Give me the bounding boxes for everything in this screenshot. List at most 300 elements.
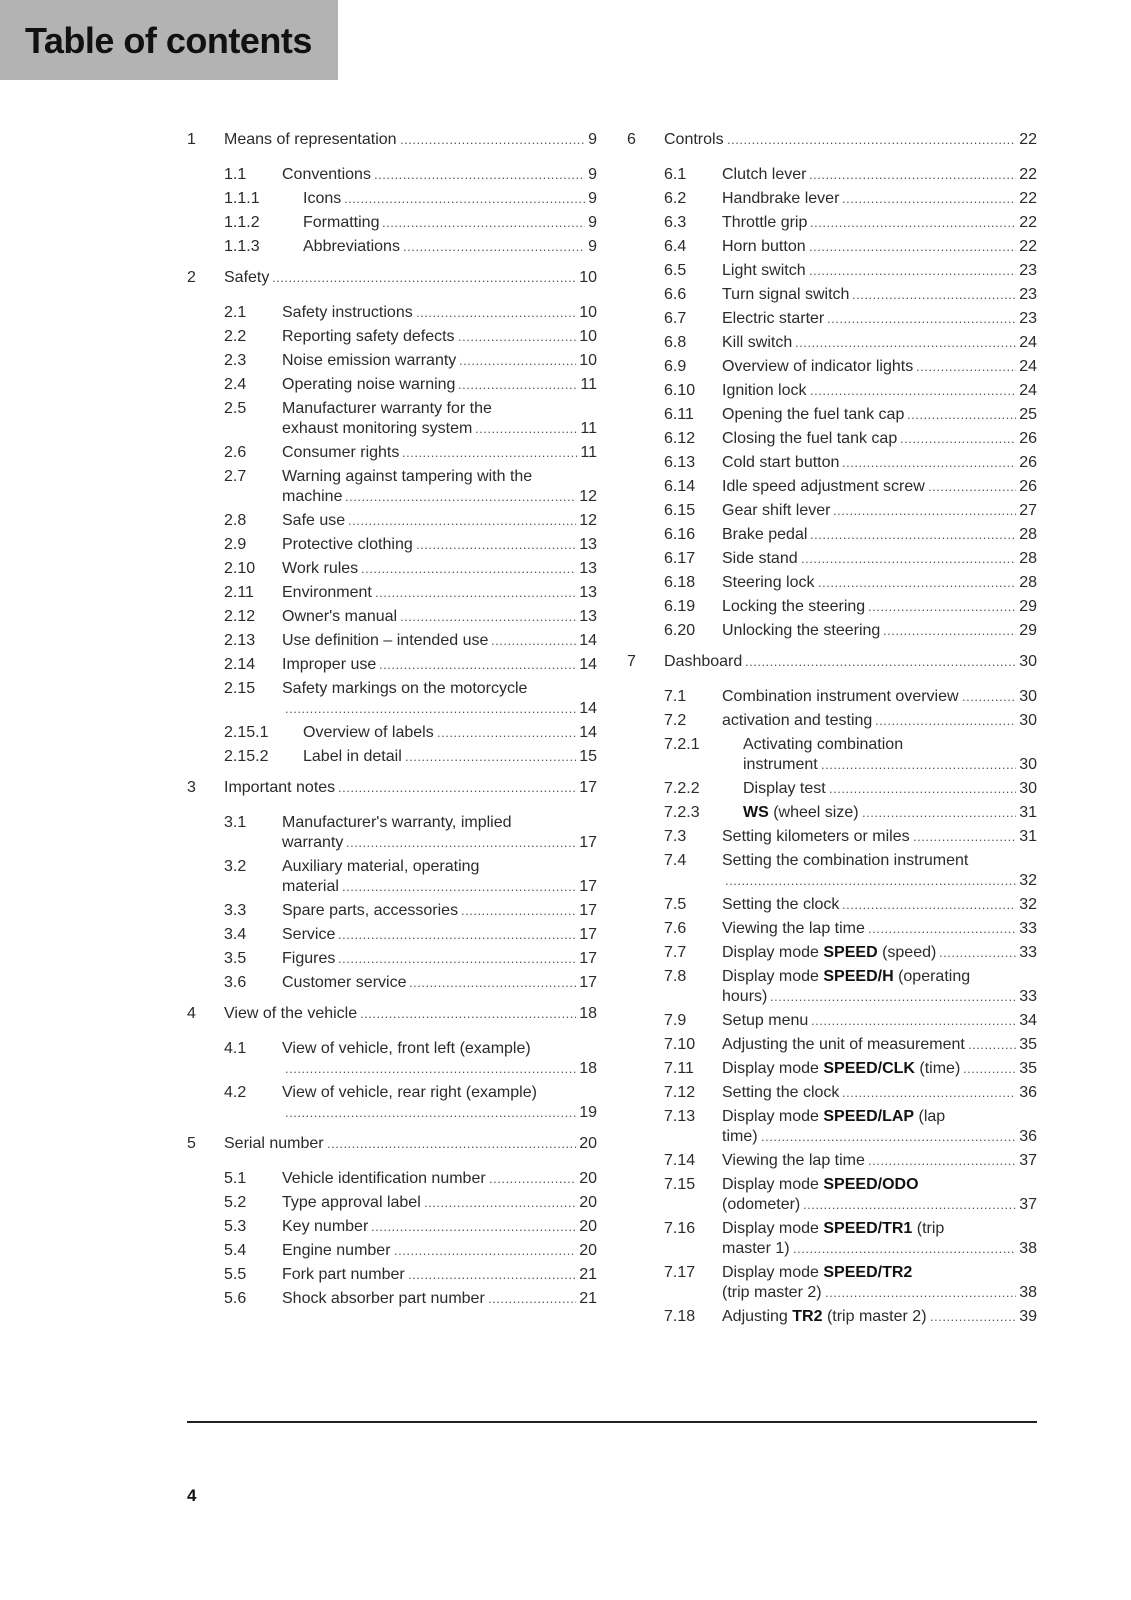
toc-entry[interactable]	[187, 189, 597, 209]
toc-entry-number: 6.17	[664, 550, 696, 567]
toc-entry-page: 27	[1019, 502, 1037, 519]
toc-entry-title	[722, 285, 849, 305]
toc-entry[interactable]	[187, 1241, 597, 1261]
toc-entry-page: 37	[1019, 1196, 1037, 1213]
toc-entry-title	[722, 189, 839, 209]
dot-leader	[725, 871, 1016, 891]
toc-entry-page: 13	[579, 584, 597, 601]
toc-entry-title-text: Icons	[303, 190, 342, 207]
toc-entry[interactable]	[627, 1219, 1037, 1259]
toc-entry[interactable]	[627, 967, 1037, 1007]
toc-entry-title-bold: SPEED/H	[823, 968, 894, 985]
toc-entry-number: 7.15	[664, 1176, 696, 1193]
toc-entry-title-text: Manufacturer warranty for the	[282, 400, 492, 417]
toc-entry[interactable]	[627, 381, 1037, 401]
toc-entry-page: 21	[579, 1290, 597, 1307]
toc-entry-leader	[839, 453, 1037, 473]
dot-leader	[852, 285, 1016, 305]
toc-entry-number: 2.5	[224, 400, 247, 417]
dot-leader	[459, 351, 576, 371]
toc-entry-number: 6.14	[664, 478, 696, 495]
toc-entry-title	[303, 213, 379, 233]
toc-entry-title	[722, 573, 815, 593]
toc-entry-title-text: Operating noise warning	[282, 376, 456, 393]
toc-entry[interactable]	[627, 477, 1037, 497]
toc-entry-page: 14	[579, 700, 597, 717]
dot-leader	[374, 165, 585, 185]
toc-entry[interactable]	[187, 925, 597, 945]
toc-entry-page: 15	[579, 748, 597, 765]
dot-leader	[338, 949, 576, 969]
toc-entry-title-text: (operating	[893, 968, 971, 985]
toc-entry[interactable]	[627, 549, 1037, 569]
toc-entry-page: 18	[579, 1005, 597, 1022]
toc-entry-page: 26	[1019, 430, 1037, 447]
toc-entry[interactable]	[187, 1265, 597, 1285]
toc-entry-title-text: Serial number	[224, 1135, 324, 1152]
toc-entry-leader	[397, 130, 597, 150]
toc-entry-number: 2.15	[224, 680, 256, 697]
toc-entry[interactable]	[187, 1289, 597, 1309]
toc-entry[interactable]	[187, 631, 597, 651]
toc-entry-leader	[399, 443, 597, 463]
toc-entry[interactable]	[187, 973, 597, 993]
toc-entry-title-text: Important notes	[224, 779, 336, 796]
toc-entry[interactable]	[627, 779, 1037, 799]
toc-entry[interactable]	[627, 130, 1037, 150]
toc-entry-number: 1.1.1	[224, 190, 260, 207]
toc-entry-page: 36	[1019, 1128, 1037, 1145]
toc-entry-title	[722, 1107, 945, 1127]
dot-leader	[907, 405, 1016, 425]
toc-entry[interactable]	[187, 1134, 597, 1154]
toc-entry[interactable]	[627, 851, 1037, 891]
toc-entry-title-text: Clutch lever	[722, 166, 807, 183]
toc-entry-title-text: Abbreviations	[303, 238, 400, 255]
toc-entry-title-text: Cold start button	[722, 454, 840, 471]
toc-entry-leader	[872, 711, 1037, 731]
toc-entry[interactable]	[187, 165, 597, 185]
toc-entry-leader	[406, 973, 597, 993]
dot-leader	[375, 583, 576, 603]
dot-leader	[338, 778, 576, 798]
toc-entry-title	[722, 1059, 960, 1079]
toc-entry[interactable]	[187, 1039, 597, 1079]
toc-entry[interactable]	[627, 453, 1037, 473]
toc-entry[interactable]	[627, 189, 1037, 209]
toc-entry-title	[722, 621, 880, 641]
toc-entry[interactable]	[187, 399, 597, 439]
toc-entry-leader	[434, 723, 597, 743]
toc-entry-leader	[472, 419, 597, 439]
toc-entry[interactable]	[627, 501, 1037, 521]
toc-entry[interactable]	[627, 165, 1037, 185]
toc-entry-title-text: Closing the fuel tank cap	[722, 430, 898, 447]
toc-entry[interactable]	[187, 1004, 597, 1024]
toc-entry-title-prefix: Display mode	[722, 944, 824, 961]
toc-entry-title	[722, 309, 824, 329]
toc-entry[interactable]	[627, 1151, 1037, 1171]
toc-entry[interactable]	[187, 949, 597, 969]
toc-entry-title-text: Engine number	[282, 1242, 391, 1259]
toc-entry[interactable]	[627, 261, 1037, 281]
toc-entry-number: 2.9	[224, 536, 247, 553]
toc-entry[interactable]	[627, 943, 1037, 963]
toc-entry-leader	[458, 901, 597, 921]
toc-entry-leader	[790, 1239, 1037, 1259]
dot-leader	[809, 261, 1016, 281]
toc-entry[interactable]	[187, 1169, 597, 1189]
toc-entry-title	[282, 1169, 486, 1189]
toc-entry-title	[722, 1151, 865, 1171]
toc-entry-number: 3.4	[224, 926, 247, 943]
dot-leader	[416, 303, 576, 323]
toc-entry-title-continued: instrument	[743, 756, 818, 773]
toc-entry-number: 4.1	[224, 1040, 247, 1057]
dot-leader	[394, 1241, 576, 1261]
toc-entry-title-text: Means of representation	[224, 131, 397, 148]
toc-entry-title	[664, 130, 724, 150]
toc-entry-leader	[758, 1127, 1037, 1147]
toc-entry-page: 18	[579, 1060, 597, 1077]
toc-entry[interactable]	[187, 268, 597, 288]
dot-leader	[821, 755, 1016, 775]
toc-entry[interactable]	[627, 1175, 1037, 1215]
toc-entry[interactable]	[187, 375, 597, 395]
toc-entry-title-text: Use definition – intended use	[282, 632, 489, 649]
dot-leader	[842, 1083, 1016, 1103]
dot-leader	[405, 747, 576, 767]
footer-divider	[187, 1421, 1037, 1423]
toc-entry-title-text: Setting kilometers or miles	[722, 828, 910, 845]
toc-entry-leader	[376, 655, 597, 675]
toc-entry-title-continued: master 1)	[722, 1240, 790, 1257]
toc-entry-page: 14	[579, 724, 597, 741]
toc-entry[interactable]	[627, 919, 1037, 939]
toc-entry-title	[722, 261, 806, 281]
toc-entry-number: 2.15.1	[224, 724, 269, 741]
toc-entry[interactable]	[627, 429, 1037, 449]
toc-entry-number: 2.4	[224, 376, 247, 393]
toc-entry-title	[722, 1219, 944, 1239]
toc-entry-leader	[486, 1169, 597, 1189]
toc-entry[interactable]	[187, 901, 597, 921]
toc-entry-title-text: Side stand	[722, 550, 798, 567]
toc-entry-leader	[839, 1083, 1037, 1103]
toc-entry-leader	[960, 1059, 1037, 1079]
dot-leader	[371, 1217, 576, 1237]
toc-entry-title	[303, 189, 341, 209]
toc-entry-leader	[742, 652, 1037, 672]
toc-entry-leader	[335, 778, 597, 798]
toc-entry-title-text: Throttle grip	[722, 214, 808, 231]
toc-entry-page: 39	[1019, 1308, 1037, 1325]
toc-entry[interactable]	[627, 687, 1037, 707]
toc-entry-leader	[405, 1265, 597, 1285]
toc-entry[interactable]	[627, 1083, 1037, 1103]
toc-entry-page: 37	[1019, 1152, 1037, 1169]
toc-entry-title-text: Protective clothing	[282, 536, 413, 553]
toc-entry-number: 7.9	[664, 1012, 687, 1029]
toc-entry-title-continued: (trip master 2)	[722, 1284, 822, 1301]
toc-entry[interactable]	[627, 1059, 1037, 1079]
toc-entry[interactable]	[187, 535, 597, 555]
toc-entry-number: 6.11	[664, 406, 694, 423]
toc-entry-title-text: Label in detail	[303, 748, 402, 765]
toc-entry[interactable]	[627, 357, 1037, 377]
toc-entry-page: 17	[579, 926, 597, 943]
toc-entry[interactable]	[627, 1107, 1037, 1147]
dot-leader	[795, 333, 1016, 353]
toc-entry-leader	[269, 268, 597, 288]
toc-entry[interactable]	[627, 405, 1037, 425]
toc-entry[interactable]	[627, 1263, 1037, 1303]
toc-entry[interactable]	[627, 827, 1037, 847]
toc-entry-leader	[808, 1011, 1037, 1031]
toc-entry[interactable]	[627, 621, 1037, 641]
toc-entry-title-text: View of the vehicle	[224, 1005, 358, 1022]
dot-leader	[360, 1004, 576, 1024]
toc-entry-leader	[282, 1059, 597, 1079]
toc-entry[interactable]	[627, 1035, 1037, 1055]
toc-entry-title-text: (speed)	[877, 944, 937, 961]
toc-entry[interactable]	[627, 333, 1037, 353]
toc-entry-title-text: Safe use	[282, 512, 346, 529]
toc-entry-title-text: activation and testing	[722, 712, 873, 729]
toc-entry-title-text: Safety instructions	[282, 304, 413, 321]
toc-entry[interactable]	[627, 213, 1037, 233]
toc-entry[interactable]	[187, 607, 597, 627]
toc-entry-number: 2.14	[224, 656, 256, 673]
dot-leader	[900, 429, 1016, 449]
toc-entry-leader	[341, 189, 597, 209]
toc-entry-page: 9	[588, 214, 597, 231]
toc-entry-number: 3	[187, 779, 196, 796]
toc-entry-title	[303, 237, 400, 257]
toc-entry-page: 11	[580, 444, 597, 461]
toc-entry-number: 6.6	[664, 286, 687, 303]
toc-entry-page: 30	[1019, 712, 1037, 729]
toc-entry-page: 9	[588, 131, 597, 148]
toc-entry[interactable]	[187, 813, 597, 853]
toc-entry[interactable]	[187, 1217, 597, 1237]
toc-entry-title-prefix: Adjusting	[722, 1308, 793, 1325]
toc-entry[interactable]	[187, 467, 597, 507]
toc-entry-number: 5.6	[224, 1290, 247, 1307]
toc-entry-leader	[402, 747, 597, 767]
toc-entry[interactable]	[187, 327, 597, 347]
toc-entry[interactable]	[627, 597, 1037, 617]
toc-entry-title	[722, 1011, 808, 1031]
dot-leader	[342, 877, 576, 897]
toc-entry-number: 1.1.2	[224, 214, 260, 231]
toc-entry-page: 38	[1019, 1284, 1037, 1301]
toc-entry[interactable]	[187, 583, 597, 603]
dot-leader	[913, 827, 1016, 847]
toc-entry-leader	[724, 130, 1037, 150]
toc-entry-page: 19	[579, 1104, 597, 1121]
toc-entry-leader	[342, 487, 597, 507]
toc-entry-title-bold: TR2	[792, 1308, 823, 1325]
toc-entry-title	[282, 1289, 485, 1309]
toc-entry-leader	[485, 1289, 597, 1309]
toc-entry-title-text: Display test	[743, 780, 826, 797]
toc-entry-page: 31	[1019, 828, 1037, 845]
toc-entry-page: 20	[579, 1194, 597, 1211]
toc-entry-title-text: Formatting	[303, 214, 380, 231]
toc-entry[interactable]	[187, 747, 597, 767]
toc-entry[interactable]	[627, 735, 1037, 775]
dot-leader	[409, 973, 576, 993]
toc-entry[interactable]	[627, 525, 1037, 545]
toc-entry-title	[722, 381, 807, 401]
dot-leader	[811, 1011, 1016, 1031]
toc-entry-number: 2.10	[224, 560, 256, 577]
toc-entry[interactable]	[187, 213, 597, 233]
dot-leader	[285, 699, 576, 719]
toc-entry-title	[722, 967, 970, 987]
toc-entry-title-text: (wheel size)	[768, 804, 859, 821]
toc-entry-title	[282, 399, 492, 419]
toc-entry[interactable]	[187, 511, 597, 531]
toc-entry-title-text: Light switch	[722, 262, 806, 279]
toc-entry-number: 2.11	[224, 584, 254, 601]
toc-entry-title	[224, 1004, 357, 1024]
toc-entry-title-text: Viewing the lap time	[722, 920, 865, 937]
toc-entry-leader	[379, 213, 597, 233]
toc-entry-title	[282, 1265, 405, 1285]
toc-entry-number: 2.7	[224, 468, 247, 485]
toc-entry-title-text: (trip	[912, 1220, 945, 1237]
toc-entry[interactable]	[627, 1307, 1037, 1327]
toc-entry-number: 6.15	[664, 502, 696, 519]
toc-entry-title	[282, 679, 527, 699]
toc-entry-title	[282, 1241, 391, 1261]
toc-entry-leader	[807, 213, 1037, 233]
dot-leader	[868, 597, 1016, 617]
toc-entry[interactable]	[627, 803, 1037, 823]
toc-entry-page: 9	[588, 166, 597, 183]
toc-entry-page: 24	[1019, 334, 1037, 351]
toc-entry-title-text: Brake pedal	[722, 526, 808, 543]
dot-leader	[868, 1151, 1016, 1171]
toc-entry[interactable]	[187, 303, 597, 323]
toc-entry[interactable]	[187, 857, 597, 897]
toc-entry-number: 7.5	[664, 896, 687, 913]
toc-entry-number: 7.2	[664, 712, 687, 729]
toc-entry-title-text: Key number	[282, 1218, 369, 1235]
toc-entry[interactable]	[187, 443, 597, 463]
dot-leader	[793, 1239, 1016, 1259]
toc-entry[interactable]	[627, 1011, 1037, 1031]
toc-entry-title	[722, 501, 830, 521]
dot-leader	[842, 189, 1016, 209]
toc-entry-title-text: Handbrake lever	[722, 190, 840, 207]
toc-entry-title	[303, 747, 402, 767]
toc-entry[interactable]	[187, 679, 597, 719]
toc-entry-number: 2.2	[224, 328, 247, 345]
toc-entry-title-text: View of vehicle, rear right (example)	[282, 1084, 537, 1101]
toc-entry[interactable]	[187, 130, 597, 150]
toc-entry-number: 6.4	[664, 238, 687, 255]
toc-entry[interactable]	[627, 285, 1037, 305]
toc-entry-title-text: Combination instrument overview	[722, 688, 959, 705]
toc-entry-page: 22	[1019, 214, 1037, 231]
toc-entry-title	[282, 375, 455, 395]
toc-entry[interactable]	[187, 351, 597, 371]
dot-leader	[761, 1127, 1016, 1147]
toc-entry-leader	[358, 559, 597, 579]
toc-entry[interactable]	[187, 237, 597, 257]
toc-entry-title	[303, 723, 434, 743]
toc-entry-page: 11	[580, 420, 597, 437]
toc-entry-title-text: Consumer rights	[282, 444, 400, 461]
toc-entry-page: 22	[1019, 166, 1037, 183]
toc-entry-number: 5.1	[224, 1170, 247, 1187]
toc-entry-page: 20	[579, 1218, 597, 1235]
toc-entry[interactable]	[627, 237, 1037, 257]
toc-column-right	[627, 130, 1037, 1331]
toc-entry-title-text: (trip master 2)	[822, 1308, 927, 1325]
toc-entry-page: 29	[1019, 598, 1037, 615]
toc-entry[interactable]	[187, 559, 597, 579]
toc-entry-leader	[897, 429, 1037, 449]
toc-entry-number: 2.13	[224, 632, 256, 649]
toc-entry[interactable]	[187, 1083, 597, 1123]
toc-entry[interactable]	[627, 652, 1037, 672]
dot-leader	[883, 621, 1016, 641]
dot-leader	[402, 443, 577, 463]
toc-entry-page: 33	[1019, 988, 1037, 1005]
toc-entry-number: 3.5	[224, 950, 247, 967]
toc-entry-title	[282, 535, 413, 555]
toc-entry[interactable]	[627, 309, 1037, 329]
toc-entry[interactable]	[187, 1193, 597, 1213]
dot-leader	[968, 1035, 1016, 1055]
toc-entry-number: 6.13	[664, 454, 696, 471]
toc-entry[interactable]	[627, 895, 1037, 915]
toc-entry-number: 7.7	[664, 944, 687, 961]
toc-entry-title	[722, 919, 865, 939]
toc-entry[interactable]	[627, 573, 1037, 593]
dot-leader	[403, 237, 585, 257]
toc-entry-title	[722, 1035, 965, 1055]
toc-entry-title	[664, 652, 742, 672]
toc-entry-page: 9	[588, 238, 597, 255]
toc-entry-leader	[839, 895, 1037, 915]
toc-entry-page: 11	[580, 376, 597, 393]
toc-entry-title	[722, 851, 968, 871]
toc-entry-title	[722, 549, 798, 569]
toc-entry[interactable]	[187, 723, 597, 743]
toc-entry-page: 20	[579, 1170, 597, 1187]
toc-entry-page: 30	[1019, 756, 1037, 773]
toc-entry-title-continued: machine	[282, 488, 343, 505]
page-number: 4	[187, 1486, 197, 1505]
toc-entry-title-text: Horn button	[722, 238, 806, 255]
toc-entry-title-text: Controls	[664, 131, 724, 148]
toc-entry-page: 32	[1019, 872, 1037, 889]
toc-entry[interactable]	[627, 711, 1037, 731]
toc-entry[interactable]	[187, 778, 597, 798]
toc-entry-title	[224, 1134, 324, 1154]
toc-entry-leader	[822, 1283, 1037, 1303]
toc-entry-title-text: Opening the fuel tank cap	[722, 406, 905, 423]
toc-entry-title	[282, 1193, 421, 1213]
toc-entry-title	[282, 1083, 537, 1103]
dot-leader	[862, 803, 1016, 823]
toc-entry[interactable]	[187, 655, 597, 675]
